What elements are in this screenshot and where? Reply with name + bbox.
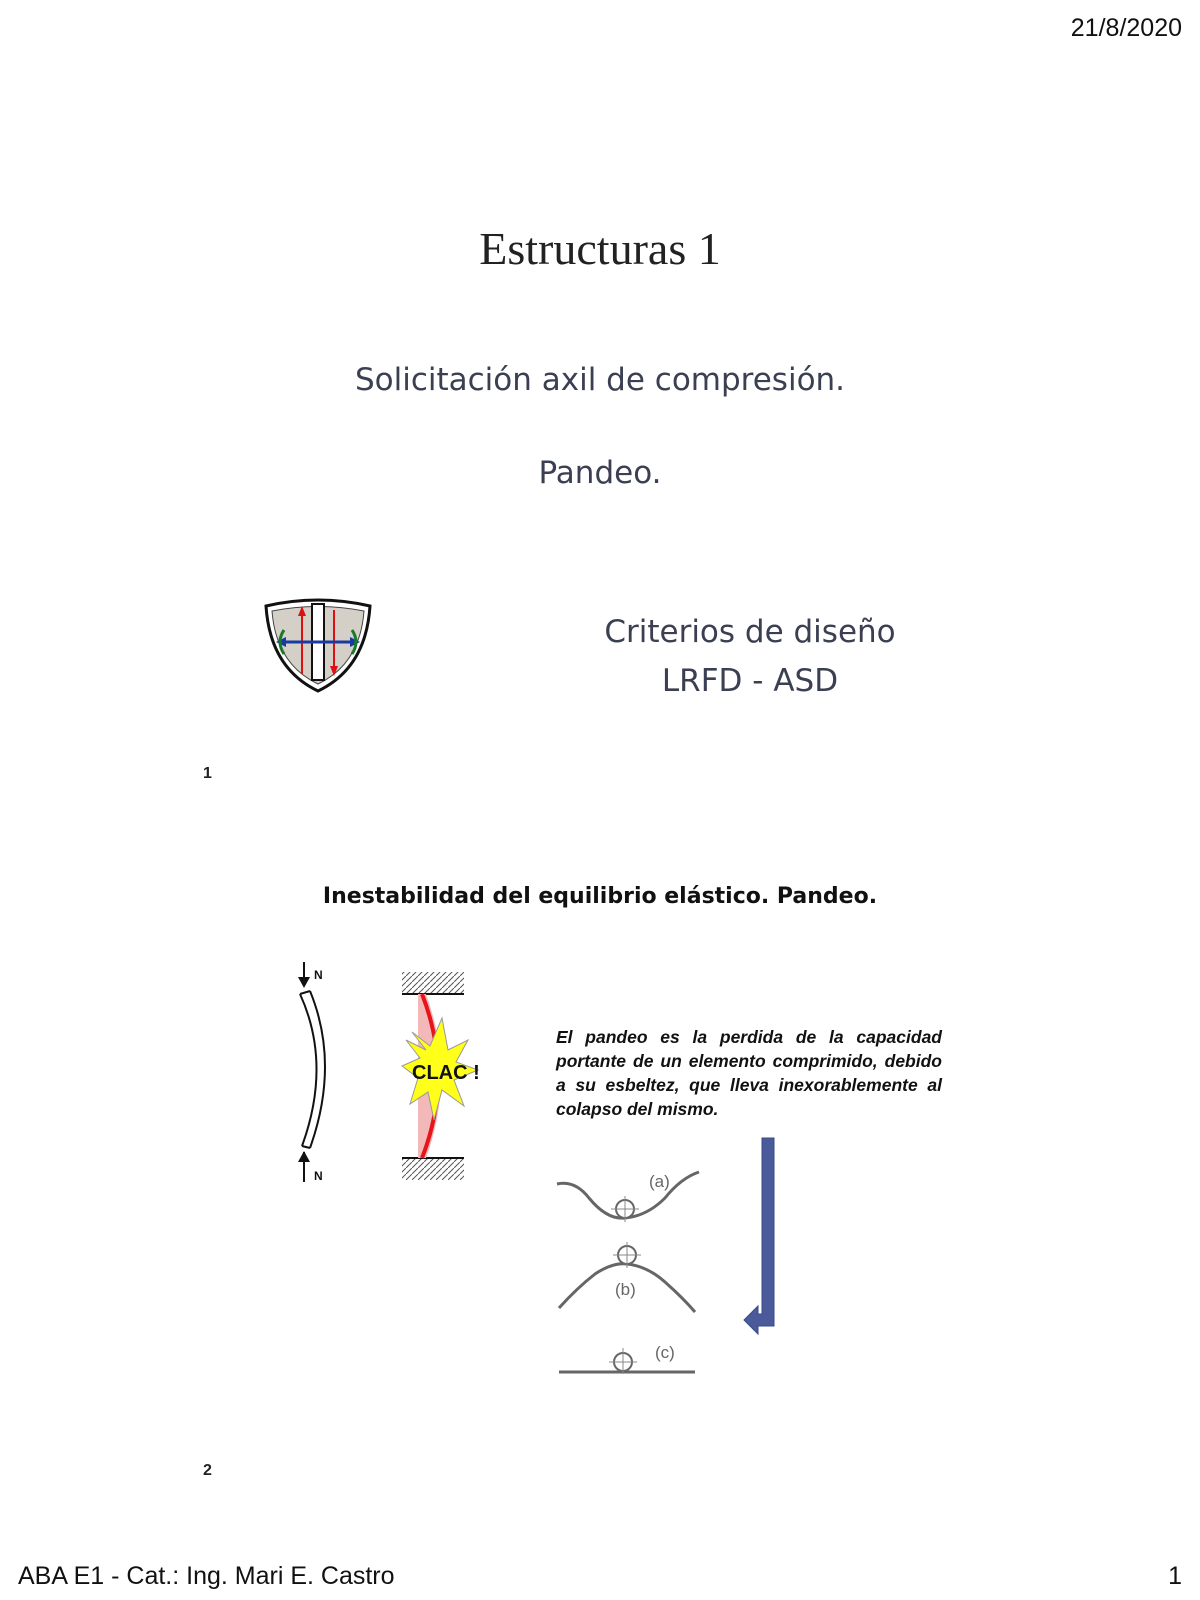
buckled-column-diagram	[284, 960, 354, 1185]
criteria-line-1: Criterios de diseño	[604, 614, 896, 650]
design-criteria	[560, 608, 940, 706]
down-arrow-icon	[742, 1136, 784, 1336]
slide-subtitle: Solicitación axil de compresión.	[354, 362, 846, 398]
force-label-bottom: N	[314, 1169, 323, 1183]
footer-page-number: 1	[1168, 1562, 1182, 1590]
state-c-label: (c)	[655, 1343, 675, 1362]
slide-number-2: 2	[203, 1462, 212, 1479]
criteria-line-2: LRFD - ASD	[661, 663, 839, 699]
buckling-definition: El pandeo es la perdida de la capacidad portante de un elemento comprimido, debido a su esbeltez, que lleva inexorablemente al colapso del mismo.	[556, 1027, 942, 1119]
structures-shield-logo	[262, 598, 374, 694]
slide2-heading: Inestabilidad del equilibrio elástico. Pandeo.	[322, 884, 878, 909]
force-label-top: N	[314, 968, 323, 982]
clac-buckling-diagram	[400, 970, 490, 1185]
equilibrium-states-diagram	[555, 1170, 715, 1420]
slide-number-1: 1	[203, 765, 212, 782]
slide-title: Estructuras 1	[479, 223, 721, 274]
footer-author: ABA E1 - Cat.: Ing. Mari E. Castro	[18, 1562, 395, 1590]
header-date: 21/8/2020	[1070, 14, 1182, 42]
state-a-label: (a)	[649, 1172, 670, 1191]
state-b-label: (b)	[615, 1280, 636, 1299]
slide-topic: Pandeo.	[538, 455, 662, 491]
clac-label: CLAC !	[412, 1062, 480, 1084]
